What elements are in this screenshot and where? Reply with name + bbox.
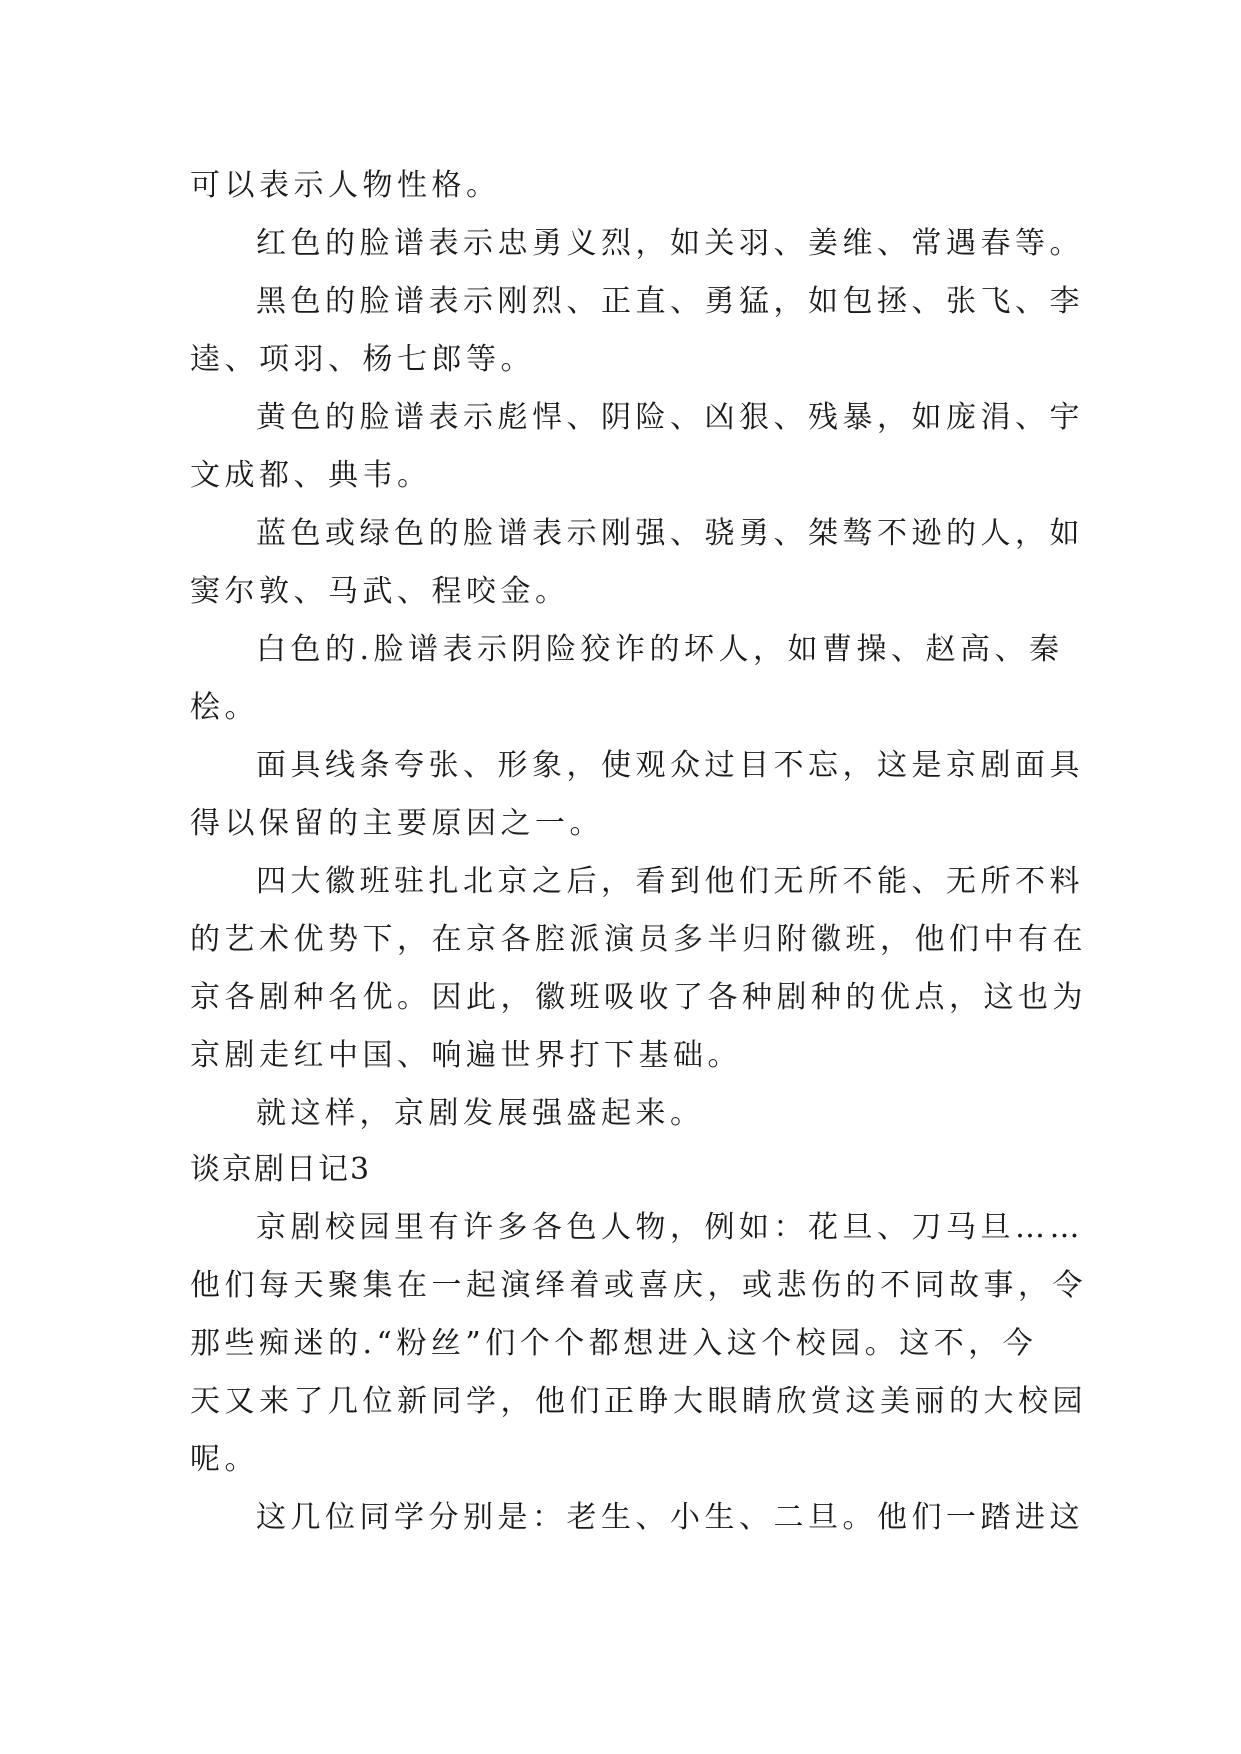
text-line: 的艺术优势下，在京各腔派演员多半归附徽班，他们中有在 xyxy=(190,922,1087,957)
text-line: 得以保留的主要原因之一。 xyxy=(190,806,604,841)
text-line: 文成都、典韦。 xyxy=(190,458,432,493)
section-heading: 谈京剧日记3 xyxy=(190,1152,372,1187)
text-line: 逵、项羽、杨七郎等。 xyxy=(190,342,535,377)
text-line: 面具线条夸张、形象，使观众过目不忘，这是京剧面具 xyxy=(256,748,1084,783)
text-line: 天又来了几位新同学，他们正睁大眼睛欣赏这美丽的大校园 xyxy=(190,1384,1087,1419)
text-line: 呢。 xyxy=(190,1442,259,1477)
text-line: 京各剧种名优。因此，徽班吸收了各种剧种的优点，这也为 xyxy=(190,980,1087,1015)
text-line: 那些痴迷的.“粉丝”们个个都想进入这个校园。这不，今 xyxy=(190,1326,1038,1361)
text-line: 黑色的脸谱表示刚烈、正直、勇猛，如包拯、张飞、李 xyxy=(256,284,1084,319)
text-line: 这几位同学分别是：老生、小生、二旦。他们一踏进这 xyxy=(256,1500,1084,1535)
text-line: 京剧校园里有许多各色人物，例如：花旦、刀马旦…… xyxy=(256,1210,1084,1245)
text-line: 蓝色或绿色的脸谱表示刚强、骁勇、桀骜不逊的人，如 xyxy=(256,516,1084,551)
text-line: 就这样，京剧发展强盛起来。 xyxy=(256,1096,705,1131)
text-line: 他们每天聚集在一起演绎着或喜庆，或悲伤的不同故事，令 xyxy=(190,1268,1087,1303)
text-line: 桧。 xyxy=(190,690,259,725)
text-line: 黄色的脸谱表示彪悍、阴险、凶狠、残暴，如庞涓、宇 xyxy=(256,400,1084,435)
text-line: 可以表示人物性格。 xyxy=(190,168,501,203)
text-line: 四大徽班驻扎北京之后，看到他们无所不能、无所不料 xyxy=(256,864,1084,899)
text-line: 京剧走红中国、响遍世界打下基础。 xyxy=(190,1038,742,1073)
text-line: 白色的.脸谱表示阴险狡诈的坏人，如曹操、赵高、秦 xyxy=(256,632,1064,667)
text-line: 窦尔敦、马武、程咬金。 xyxy=(190,574,570,609)
text-line: 红色的脸谱表示忠勇义烈，如关羽、姜维、常遇春等。 xyxy=(256,226,1084,261)
